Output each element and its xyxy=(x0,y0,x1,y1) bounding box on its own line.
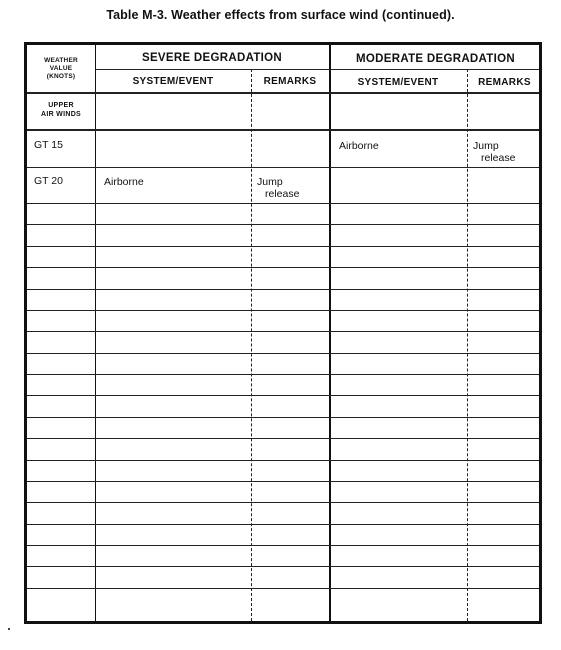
weather-effects-table xyxy=(24,42,542,624)
scan-speck xyxy=(8,628,10,630)
table-row-line xyxy=(27,203,539,204)
table-row-line xyxy=(27,460,539,461)
header-subdivider xyxy=(95,69,539,70)
header-line: VALUE xyxy=(49,65,73,72)
table-row-line xyxy=(27,502,539,503)
table-row-line xyxy=(27,588,539,589)
remark-line: Jump xyxy=(257,176,283,188)
table-row-line xyxy=(27,289,539,290)
column-divider-moderate xyxy=(329,45,331,621)
table-caption: Table M-3. Weather effects from surface wind (continued). xyxy=(106,8,455,22)
table-row-line xyxy=(27,438,539,439)
section-bottom-line xyxy=(27,129,539,131)
table-row-line xyxy=(27,374,539,375)
table-row-line xyxy=(27,566,539,567)
section-label-line: AIR WINDS xyxy=(40,111,82,118)
moderate-remarks-header: REMARKS xyxy=(478,77,531,88)
section-label-line: UPPER xyxy=(48,102,74,109)
column-divider-value xyxy=(95,45,96,621)
weather-value-header xyxy=(27,57,95,81)
table-row-line xyxy=(27,267,539,268)
severe-degradation-header: SEVERE DEGRADATION xyxy=(141,52,282,64)
header-line: WEATHER xyxy=(44,57,78,64)
row-moderate-system-cell: Airborne xyxy=(339,140,379,152)
header-line: (KNOTS) xyxy=(46,73,76,80)
remark-line: release xyxy=(265,188,300,200)
row-line xyxy=(27,167,539,168)
table-row-line xyxy=(27,524,539,525)
table-row-line xyxy=(27,417,539,418)
remark-line: Jump xyxy=(473,140,499,152)
row-severe-system-cell: Airborne xyxy=(104,176,144,188)
table-row-line xyxy=(27,395,539,396)
moderate-degradation-header: MODERATE DEGRADATION xyxy=(356,53,515,65)
row-moderate-remarks-cell xyxy=(473,140,515,164)
table-row-line xyxy=(27,246,539,247)
row-value-cell: GT 15 xyxy=(34,139,63,151)
header-bottom-line xyxy=(27,92,539,94)
row-severe-remarks-cell xyxy=(257,176,299,200)
table-row-line xyxy=(27,310,539,311)
upper-air-winds-label xyxy=(27,101,95,119)
column-divider-severe-remarks xyxy=(251,69,252,621)
table-row-line xyxy=(27,331,539,332)
severe-system-event-header: SYSTEM/EVENT xyxy=(132,76,214,87)
table-row-line xyxy=(27,224,539,225)
table-row-line xyxy=(27,353,539,354)
table-row-line xyxy=(27,545,539,546)
remark-line: release xyxy=(481,152,516,164)
severe-remarks-header: REMARKS xyxy=(263,76,317,87)
column-divider-moderate-remarks xyxy=(467,69,468,621)
table-row-line xyxy=(27,481,539,482)
moderate-system-event-header: SYSTEM/EVENT xyxy=(357,77,439,88)
row-value-cell: GT 20 xyxy=(34,175,63,187)
